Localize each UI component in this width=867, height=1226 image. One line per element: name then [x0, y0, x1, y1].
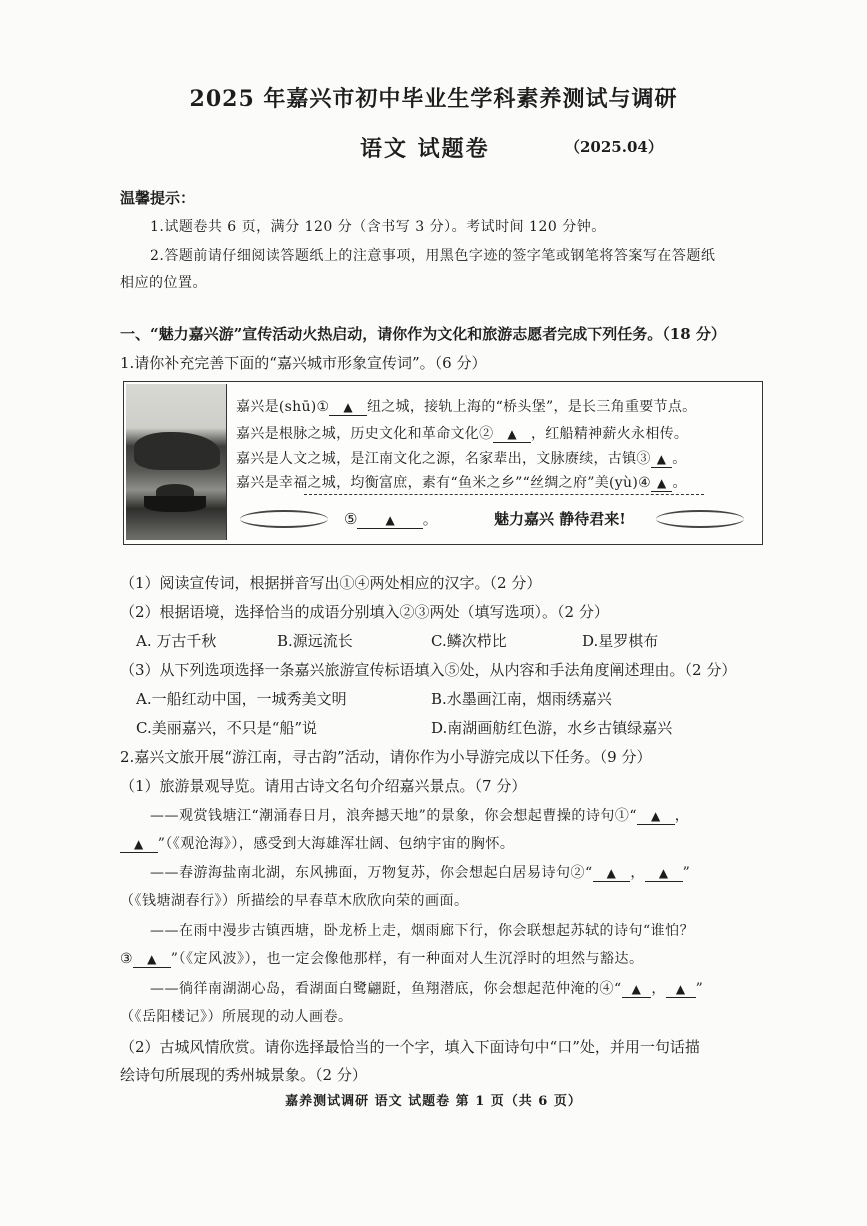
page-title: 2025 年嘉兴市初中毕业生学科素养测试与调研 — [189, 86, 678, 112]
sub-question-1-2: （2）根据语境，选择恰当的成语分别填入②③两处（填写选项）。（2 分） — [120, 603, 609, 621]
promo-line-4: 嘉兴是幸福之城，均衡富庶，素有“鱼米之乡”“丝绸之府”美(yù)④ ▲ 。 — [236, 475, 687, 491]
photo-red-boat — [144, 496, 206, 512]
poem-prompt-2-cont: （《钱塘湖春行》）所描绘的早春草木欣欣向荣的画面。 — [120, 893, 469, 909]
poem-prompt-1: ——观赏钱塘江“潮涌春日月，浪奔撼天地”的景象，你会想起曹操的诗句①“ ▲ ， — [150, 808, 690, 824]
question-2: 2.嘉兴文旅开展“游江南，寻古韵”活动，请你作为小导游完成以下任务。（9 分） — [120, 748, 652, 766]
slogan-banner — [236, 500, 756, 536]
promo-line-2: 嘉兴是根脉之城，历史文化和革命文化② ▲ ，红船精神薪火永相传。 — [236, 426, 689, 442]
sub-question-1-1: （1）阅读宣传词，根据拼音写出①④两处相应的汉字。（2 分） — [120, 574, 542, 592]
blank-4[interactable]: ▲ — [651, 475, 673, 492]
slogan-blank: ⑤ ▲ 。 — [344, 510, 438, 528]
option-3b[interactable]: B.水墨画江南，烟雨绣嘉兴 — [431, 690, 612, 708]
blank-2[interactable]: ▲ — [493, 426, 531, 443]
option-3a[interactable]: A.一船红动中国，一城秀美文明 — [136, 690, 347, 708]
dashed-divider — [304, 494, 704, 495]
blank-poem-1a[interactable]: ▲ — [637, 808, 675, 825]
photo-trees — [134, 432, 220, 470]
blank-1[interactable]: ▲ — [329, 399, 367, 416]
exam-date: （2025.04） — [565, 138, 663, 156]
subject-title: 语文 试题卷 — [360, 136, 490, 162]
sub-question-2-2: （2）古城风情欣赏。请你选择最恰当的一个字，填入下面诗句中“口”处，并用一句话描 — [120, 1038, 700, 1056]
sub-question-1-3: （3）从下列选项选择一条嘉兴旅游宣传标语填入⑤处，从内容和手法角度阐述理由。（2 分） — [120, 661, 737, 679]
promo-line-1: 嘉兴是(shū)① ▲ 纽之城，接轨上海的“桥头堡”，是长三角重要节点。 — [236, 399, 697, 415]
slogan-text: 魅力嘉兴 静待君来! — [494, 510, 626, 528]
blank-poem-2a[interactable]: ▲ — [593, 865, 631, 882]
poem-prompt-3-cont: ③ ▲ ”（《定风波》），也一定会像他那样，有一种面对人生沉浮时的坦然与豁达。 — [120, 951, 644, 967]
poem-prompt-3: ——在雨中漫步古镇西塘，卧龙桥上走，烟雨廊下行，你会联想起苏轼的诗句“谁怕？ — [150, 923, 695, 939]
left-ornament-icon — [240, 510, 328, 528]
blank-5[interactable]: ▲ — [357, 512, 422, 529]
blank-3[interactable]: ▲ — [651, 451, 673, 468]
option-2d[interactable]: D.星罗棋布 — [582, 632, 659, 650]
poem-prompt-4-cont: （《岳阳楼记》）所展现的动人画卷。 — [120, 1009, 353, 1025]
blank-poem-4b[interactable]: ▲ — [666, 981, 696, 998]
poem-prompt-2: ——春游海盐南北湖，东风拂面，万物复苏，你会想起白居易诗句②“ ▲ ， ▲ ” — [150, 865, 691, 881]
option-2a[interactable]: A. 万古千秋 — [136, 632, 217, 650]
option-2b[interactable]: B.源远流长 — [277, 632, 353, 650]
right-ornament-icon — [656, 510, 744, 528]
promo-line-3: 嘉兴是人文之城，是江南文化之源，名家辈出，文脉赓续，古镇③ ▲ 。 — [236, 451, 687, 467]
south-lake-photo — [126, 384, 227, 540]
blank-poem-2b[interactable]: ▲ — [645, 865, 683, 882]
option-3d[interactable]: D.南湖画舫红色游，水乡古镇绿嘉兴 — [431, 719, 673, 737]
option-3c[interactable]: C.美丽嘉兴，不只是“船”说 — [136, 719, 318, 737]
page-footer: 嘉养测试调研 语文 试题卷 第 1 页（共 6 页） — [285, 1094, 582, 1109]
blank-poem-1b[interactable]: ▲ — [120, 836, 158, 853]
tip-item-2: 2.答题前请仔细阅读答题纸上的注意事项，用黑色字迹的签字笔或钢笔将答案写在答题纸 — [150, 248, 716, 264]
blank-poem-4a[interactable]: ▲ — [622, 981, 652, 998]
tip-item-2-cont: 相应的位置。 — [120, 275, 207, 291]
sub-question-2-2-cont: 绘诗句所展现的秀州城景象。（2 分） — [120, 1066, 367, 1084]
tips-heading: 温馨提示： — [120, 189, 196, 207]
sub-question-2-1: （1）旅游景观导览。请用古诗文名句介绍嘉兴景点。（7 分） — [120, 777, 527, 795]
section-1-heading: 一、“魅力嘉兴游”宣传活动火热启动，请你作为文化和旅游志愿者完成下列任务。（18 分） — [120, 325, 726, 343]
option-2c[interactable]: C.鳞次栉比 — [431, 632, 507, 650]
blank-poem-3[interactable]: ▲ — [133, 951, 171, 968]
promo-box — [123, 381, 763, 545]
poem-prompt-1-cont: ▲ ”（《观沧海》），感受到大海雄浑壮阔、包纳宇宙的胸怀。 — [120, 833, 514, 853]
tip-item-1: 1.试题卷共 6 页，满分 120 分（含书写 3 分）。考试时间 120 分钟。 — [150, 219, 606, 235]
question-1: 1.请你补充完善下面的“嘉兴城市形象宣传词”。（6 分） — [120, 354, 487, 372]
poem-prompt-4: ——徜徉南湖湖心岛，看湖面白鹭翩跹，鱼翔潜底，你会想起范仲淹的④“ ▲ ， ▲ ” — [150, 981, 704, 997]
